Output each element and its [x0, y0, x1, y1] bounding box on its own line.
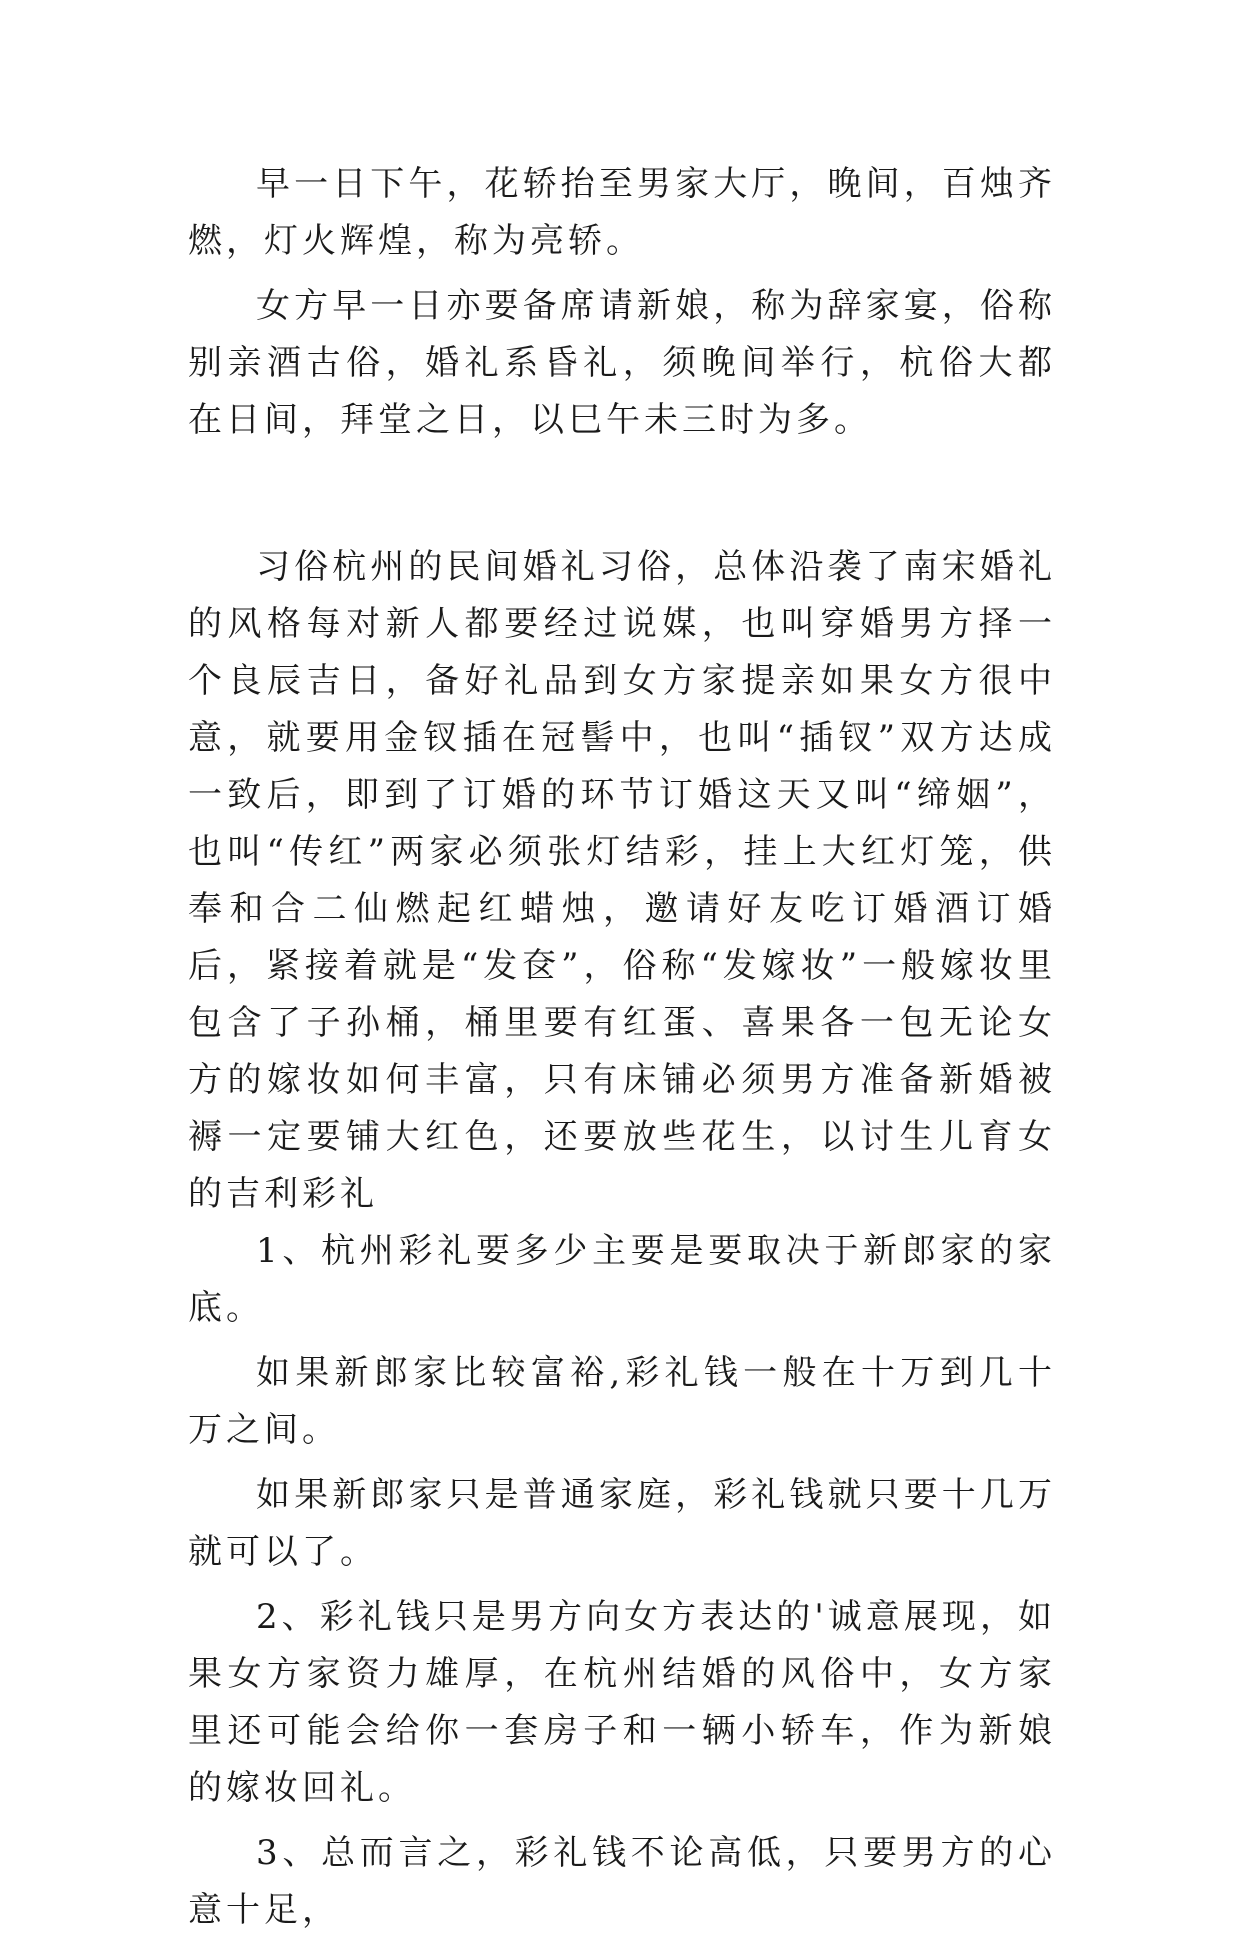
document-body [188, 156, 1056, 1939]
paragraph-bright-sedan: 早一日下午，花轿抬至男家大厅，晚间，百烛齐燃，灯火辉煌，称为亮轿。 [188, 164, 1056, 261]
paragraph-bride-price-item-2: 2、彩礼钱只是男方向女方表达的'诚意展现，如果女方家资力雄厚，在杭州结婚的风俗中，女方家里还可能会给你一套房子和一辆小轿车，作为新娘的嫁妆回礼。 [188, 1597, 1056, 1808]
paragraph-bride-price-item-1: 1、杭州彩礼要多少主要是要取决于新郎家的家底。 [188, 1231, 1056, 1328]
paragraph-hangzhou-wedding-customs: 习俗杭州的民间婚礼习俗，总体沿袭了南宋婚礼的风格每对新人都要经过说媒，也叫穿婚男方择一个良辰吉日，备好礼品到女方家提亲如果女方很中意，就要用金钗插在冠髻中，也叫“插钗”双方达成一致后，即到了订婚的环节订婚这天又叫“缔姻”，也叫“传红”两家必须张灯结彩，挂上大红灯笼，供奉和合二仙燃起红蜡烛，邀请好友吃订婚酒订婚后，紧接着就是“发奁”，俗称“发嫁妆”一般嫁妆里包含了子孙桶，桶里要有红蛋、喜果各一包无论女方的嫁妆如何丰富，只有床铺必须男方准备新婚被褥一定要铺大红色，还要放些花生，以讨生儿育女的吉利彩礼 [188, 547, 1056, 1214]
paragraph-wealthy-family: 如果新郎家比较富裕,彩礼钱一般在十万到几十万之间。 [188, 1353, 1056, 1450]
paragraph-ordinary-family: 如果新郎家只是普通家庭，彩礼钱就只要十几万就可以了。 [188, 1475, 1056, 1572]
paragraph-farewell-banquet: 女方早一日亦要备席请新娘，称为辞家宴，俗称别亲酒古俗，婚礼系昏礼，须晚间举行，杭俗大都在日间，拜堂之日，以巳午未三时为多。 [188, 286, 1056, 440]
paragraph-bride-price-item-3: 3、总而言之，彩礼钱不论高低，只要男方的心意十足， [188, 1833, 1056, 1930]
